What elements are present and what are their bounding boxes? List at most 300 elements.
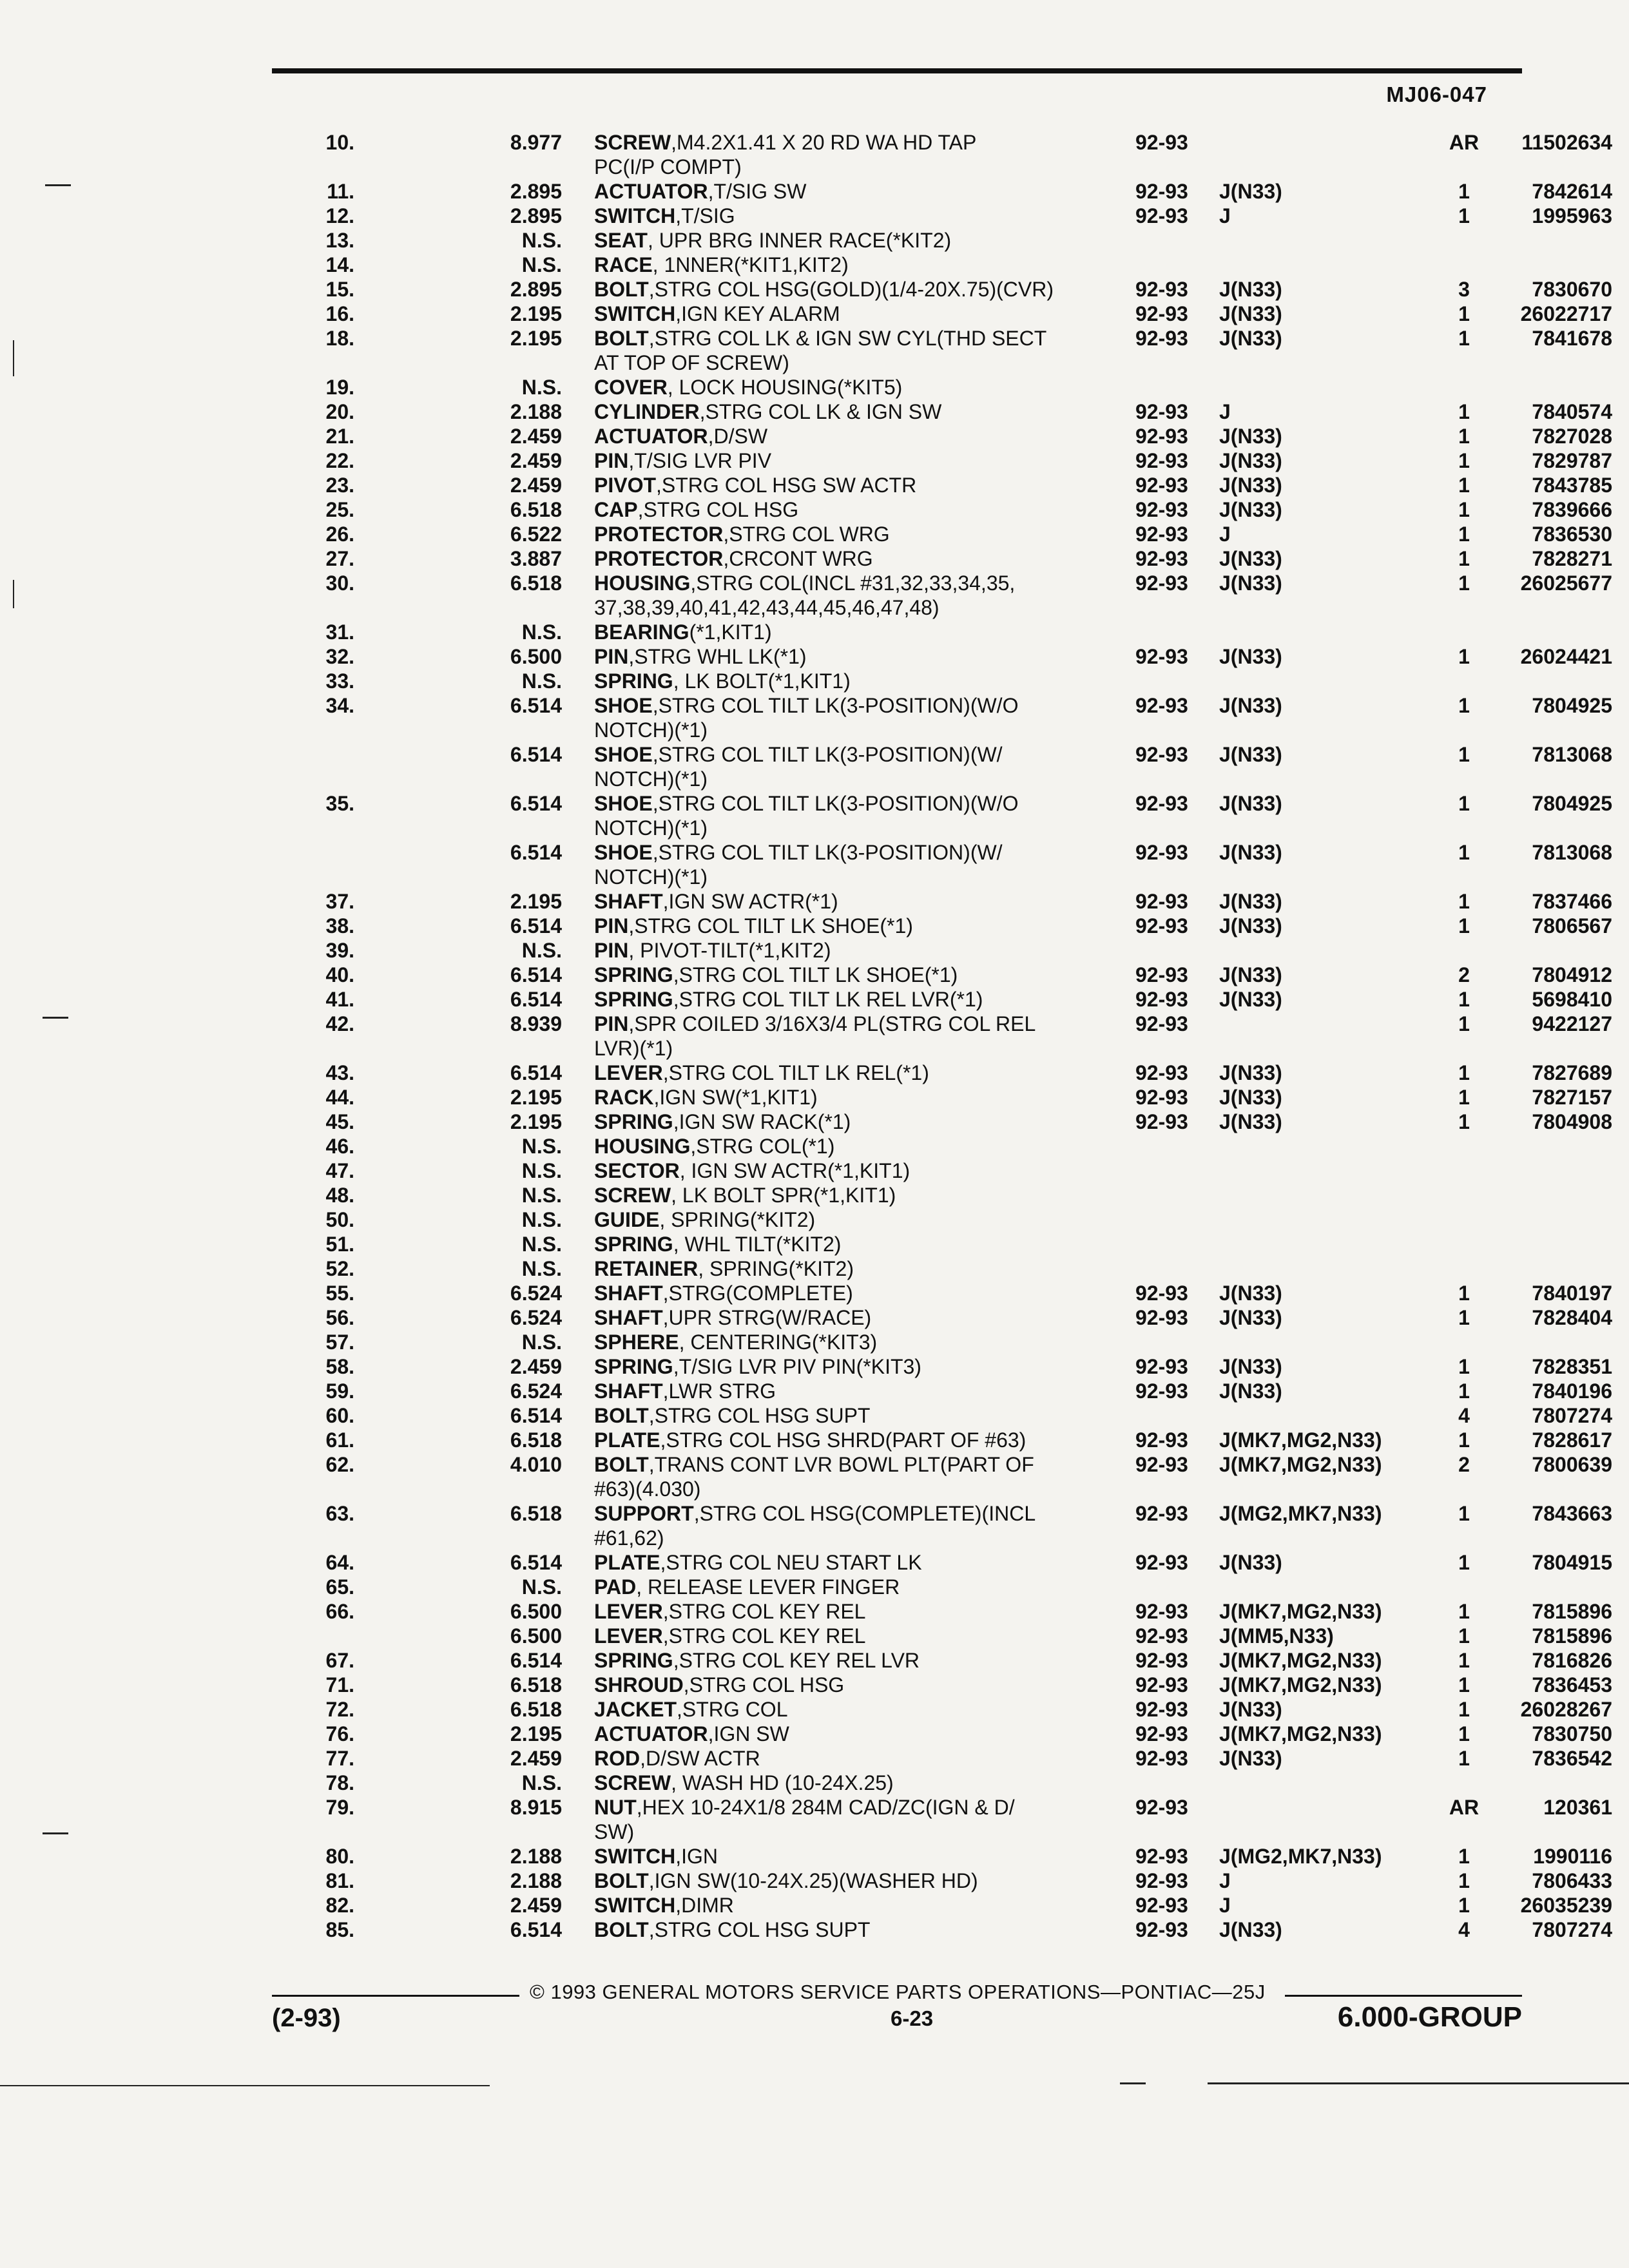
description [562,620,1135,644]
part-name: PLATE [594,1428,660,1452]
description [562,1256,1135,1281]
group-number: 6.518 [510,572,562,595]
option-code: J(N33) [1219,1086,1282,1109]
part-number: 26024421 [1520,645,1612,668]
table-row [303,816,1612,840]
table-row [303,1477,1612,1501]
part-detail: ,CRCONT WRG [723,547,873,570]
table-row [303,1085,1612,1110]
description [562,1036,1135,1061]
model-years: 92-93 [1135,1918,1188,1941]
option-code: J [1219,1869,1231,1892]
part-number: 7840196 [1532,1379,1612,1403]
description [562,865,1135,889]
table-row [303,448,1612,473]
part-detail: ,IGN SW ACTR(*1) [662,890,838,913]
quantity [1445,669,1483,693]
part-number: 7804925 [1532,694,1612,717]
model-years: 92-93 [1135,1355,1188,1378]
group-number: N.S. [521,253,562,276]
part-detail: ,STRG COL TILT LK SHOE(*1) [673,963,958,986]
group-number: N.S. [521,1184,562,1207]
quantity: 1 [1458,302,1470,325]
table-row [303,1746,1612,1771]
group-number: 6.514 [510,792,562,815]
option-code: J(MK7,MG2,N33) [1219,1428,1382,1452]
description [562,1354,1135,1379]
part-number: 7816826 [1532,1649,1612,1672]
part-detail: ,STRG COL TILT LK REL LVR(*1) [673,988,983,1011]
description [562,1428,1135,1452]
option-code [1219,938,1445,963]
quantity [1445,1207,1483,1232]
part-name: SHOE [594,694,653,717]
option-code: J(MM5,N33) [1219,1624,1334,1648]
description [562,1330,1135,1354]
group-number: 6.514 [510,694,562,717]
quantity: 1 [1458,425,1470,448]
table-row [303,546,1612,571]
option-code [1219,375,1445,399]
model-years [1135,865,1219,889]
part-name: ROD [594,1747,641,1770]
group-number: N.S. [521,620,562,644]
item-number: 19. [325,376,354,399]
group-number: 8.915 [510,1796,562,1819]
table-row [303,351,1612,375]
table-row [303,1550,1612,1575]
part-name: SCREW [594,1184,671,1207]
table-row [303,302,1612,326]
table-row [303,155,1612,179]
model-years: 92-93 [1135,841,1188,864]
description [562,130,1135,155]
quantity [1445,865,1483,889]
part-detail: #61,62) [594,1526,664,1550]
model-years: 92-93 [1135,327,1188,350]
part-number: 1990116 [1533,1845,1612,1868]
description [562,693,1135,718]
part-detail: , PIVOT-TILT(*1,KIT2) [628,939,831,962]
part-detail: ,STRG COL LK & IGN SW [699,400,942,423]
part-name: SWITCH [594,1845,676,1868]
item-number [303,767,354,791]
item-number: 81. [325,1869,354,1892]
part-number [1483,1575,1612,1599]
option-code: J(N33) [1219,841,1282,864]
part-name: SHAFT [594,1282,663,1305]
part-number: 7807274 [1532,1918,1612,1941]
group-number: 4.010 [510,1453,562,1476]
table-row [303,1012,1612,1036]
option-code: J(N33) [1219,1355,1282,1378]
description [562,326,1135,351]
item-number: 79. [325,1796,354,1819]
parts-table-body [303,130,1612,1942]
part-name: PIN [594,1012,629,1035]
group-number [354,1477,562,1501]
table-row [303,1697,1612,1722]
part-name: SCREW [594,131,671,154]
item-number: 60. [325,1404,354,1427]
description [562,1893,1135,1917]
group-number: 3.887 [510,547,562,570]
item-number: 27. [325,547,354,570]
part-detail: 37,38,39,40,41,42,43,44,45,46,47,48) [594,596,940,619]
item-number: 37. [325,890,354,913]
option-code [1219,1134,1445,1158]
group-number: N.S. [521,1575,562,1599]
model-years: 92-93 [1135,1306,1188,1329]
table-row [303,1256,1612,1281]
option-code [1219,1158,1445,1183]
quantity [1445,938,1483,963]
item-number [303,595,354,620]
part-number [1483,938,1612,963]
scan-mark [13,580,14,608]
item-number: 14. [325,253,354,276]
part-number: 7839666 [1532,498,1612,521]
item-number: 63. [325,1502,354,1525]
part-detail: ,IGN SW [708,1722,789,1745]
part-name: SCREW [594,1771,671,1794]
item-number: 26. [325,523,354,546]
option-code [1219,130,1445,155]
quantity: 1 [1458,1379,1470,1403]
part-detail: ,UPR STRG(W/RACE) [662,1306,872,1329]
quantity: 1 [1458,1894,1470,1917]
item-number: 16. [325,302,354,325]
part-name: SPHERE [594,1331,679,1354]
option-code: J(N33) [1219,449,1282,472]
part-number: 7806567 [1532,914,1612,937]
quantity: 1 [1458,841,1470,864]
option-code: J(N33) [1219,547,1282,570]
table-row [303,1893,1612,1917]
model-years: 92-93 [1135,449,1188,472]
model-years: 92-93 [1135,1600,1188,1623]
part-name: SWITCH [594,302,676,325]
part-name: BOLT [594,278,649,301]
part-number: 7837466 [1532,890,1612,913]
group-number: 6.518 [510,1428,562,1452]
part-number [1483,1477,1612,1501]
quantity: 1 [1458,1306,1470,1329]
part-name: BEARING [594,620,689,644]
option-code: J(N33) [1219,914,1282,937]
part-name: ACTUATOR [594,180,708,203]
option-code [1219,1771,1445,1795]
model-years [1135,1526,1219,1550]
option-code: J(MG2,MK7,N33) [1219,1502,1382,1525]
description [562,914,1135,938]
item-number: 20. [325,400,354,423]
part-name: ACTUATOR [594,1722,708,1745]
option-code: J(MK7,MG2,N33) [1219,1600,1382,1623]
model-years [1135,1477,1219,1501]
part-number: 7836453 [1532,1673,1612,1696]
model-years: 92-93 [1135,474,1188,497]
table-row [303,620,1612,644]
quantity: 1 [1458,890,1470,913]
description [562,1722,1135,1746]
description [562,1648,1135,1673]
part-number [1483,375,1612,399]
description [562,742,1135,767]
group-number [354,1036,562,1061]
part-name: PIN [594,645,629,668]
model-years: 92-93 [1135,963,1188,986]
group-number [354,816,562,840]
table-row [303,277,1612,302]
part-number [1483,1207,1612,1232]
date-code: (2-93) [272,2004,341,2032]
description [562,1061,1135,1085]
description [562,546,1135,571]
model-years: 92-93 [1135,1649,1188,1672]
option-code [1219,253,1445,277]
description [562,1305,1135,1330]
option-code: J(N33) [1219,327,1282,350]
model-years [1135,1232,1219,1256]
item-number: 25. [325,498,354,521]
group-number: 6.514 [510,1649,562,1672]
option-code: J(N33) [1219,792,1282,815]
part-name: SHAFT [594,890,663,913]
part-detail: , WHL TILT(*KIT2) [673,1233,842,1256]
quantity [1445,1477,1483,1501]
description [562,179,1135,204]
part-name: PAD [594,1575,637,1599]
part-name: SPRING [594,1233,673,1256]
option-code: J(N33) [1219,1379,1282,1403]
model-years: 92-93 [1135,914,1188,937]
quantity: 1 [1458,1502,1470,1525]
item-number: 31. [325,620,354,644]
quantity: 4 [1458,1404,1470,1427]
table-row [303,1134,1612,1158]
group-number: 2.459 [510,474,562,497]
description [562,253,1135,277]
quantity: 1 [1458,400,1470,423]
part-name: HOUSING [594,572,691,595]
part-detail: ,DIMR [675,1894,734,1917]
quantity [1445,155,1483,179]
quantity: 1 [1458,743,1470,766]
item-number: 13. [325,229,354,252]
part-name: SPRING [594,669,673,693]
option-code [1219,351,1445,375]
table-row [303,693,1612,718]
item-number: 64. [325,1551,354,1574]
description [562,1526,1135,1550]
model-years: 92-93 [1135,645,1188,668]
part-detail: , CENTERING(*KIT3) [679,1331,878,1354]
option-code [1219,1477,1445,1501]
part-number [1483,669,1612,693]
quantity: 1 [1458,914,1470,937]
option-code: J(N33) [1219,425,1282,448]
table-row [303,1379,1612,1403]
table-row [303,1501,1612,1526]
part-name: LEVER [594,1600,663,1623]
item-number: 12. [325,204,354,227]
part-name: SHOE [594,792,653,815]
part-name: SHAFT [594,1306,663,1329]
model-years: 92-93 [1135,1747,1188,1770]
part-name: SHOE [594,743,653,766]
part-detail: ,IGN KEY ALARM [675,302,840,325]
item-number: 77. [325,1747,354,1770]
description [562,302,1135,326]
option-code: J [1219,1894,1231,1917]
part-name: PROTECTOR [594,547,724,570]
quantity: 1 [1458,327,1470,350]
part-number [1483,816,1612,840]
group-number: 2.188 [510,400,562,423]
model-years: 92-93 [1135,1845,1188,1868]
description [562,718,1135,742]
model-years: 92-93 [1135,1869,1188,1892]
table-row [303,1207,1612,1232]
part-number: 7828351 [1532,1355,1612,1378]
table-row [303,1771,1612,1795]
option-code: J(N33) [1219,1698,1282,1721]
part-number: 7800639 [1532,1453,1612,1476]
group-number: 2.459 [510,1747,562,1770]
part-number: 26035239 [1520,1894,1612,1917]
table-row [303,865,1612,889]
model-years [1135,1403,1219,1428]
description [562,1771,1135,1795]
table-row [303,644,1612,669]
table-row [303,1330,1612,1354]
part-detail: , SPRING(*KIT2) [659,1208,816,1231]
item-number: 21. [325,425,354,448]
item-number: 80. [325,1845,354,1868]
footer-rule-right [1285,1995,1522,1997]
part-detail: , IGN SW ACTR(*1,KIT1) [679,1159,911,1182]
description [562,595,1135,620]
model-years [1135,1134,1219,1158]
option-code: J(MG2,MK7,N33) [1219,1845,1382,1868]
description [562,669,1135,693]
item-number: 43. [325,1061,354,1084]
group-number: N.S. [521,1331,562,1354]
quantity [1445,1820,1483,1844]
part-number: 7806433 [1532,1869,1612,1892]
description [562,1820,1135,1844]
model-years: 92-93 [1135,1502,1188,1525]
option-code [1219,155,1445,179]
table-row [303,1795,1612,1820]
model-years [1135,938,1219,963]
part-detail: ,SPR COILED 3/16X3/4 PL(STRG COL REL [628,1012,1036,1035]
part-number [1483,155,1612,179]
part-name: PIVOT [594,474,657,497]
item-number: 55. [325,1282,354,1305]
option-code [1219,620,1445,644]
option-code: J(MK7,MG2,N33) [1219,1673,1382,1696]
description [562,277,1135,302]
part-name: SWITCH [594,204,676,227]
part-detail: ,STRG COL KEY REL [662,1624,866,1648]
part-name: COVER [594,376,668,399]
table-row [303,253,1612,277]
option-code [1219,1795,1445,1820]
model-years: 92-93 [1135,400,1188,423]
quantity: 1 [1458,1355,1470,1378]
table-row [303,1599,1612,1624]
description [562,228,1135,253]
group-number: 2.895 [510,278,562,301]
part-detail: ,STRG COL TILT LK(3-POSITION)(W/O [652,694,1019,717]
group-number: N.S. [521,229,562,252]
item-number: 71. [325,1673,354,1696]
part-detail: ,HEX 10-24X1/8 284M CAD/ZC(IGN & D/ [636,1796,1015,1819]
item-number: 82. [325,1894,354,1917]
item-number: 44. [325,1086,354,1109]
group-number: 2.895 [510,180,562,203]
quantity: 1 [1458,572,1470,595]
part-number: 7828271 [1532,547,1612,570]
group-number: N.S. [521,1159,562,1182]
part-number: 7804908 [1532,1110,1612,1133]
model-years [1135,1575,1219,1599]
model-years: 92-93 [1135,1673,1188,1696]
table-row [303,130,1612,155]
description [562,1746,1135,1771]
part-detail: ,STRG COL HSG [683,1673,845,1696]
quantity [1445,620,1483,644]
description [562,1085,1135,1110]
item-number: 10. [325,131,354,154]
group-number [354,718,562,742]
scan-mark [43,1017,68,1019]
item-number: 11. [327,180,354,203]
table-row [303,963,1612,987]
part-number: 7830750 [1532,1722,1612,1745]
part-detail: , UPR BRG INNER RACE(*KIT2) [647,229,952,252]
part-detail: ,STRG COL(*1) [690,1135,835,1158]
option-code [1219,767,1445,791]
part-number [1483,620,1612,644]
part-name: HOUSING [594,1135,691,1158]
table-row [303,375,1612,399]
model-years [1135,1256,1219,1281]
item-number [303,1036,354,1061]
description [562,1403,1135,1428]
model-years: 92-93 [1135,792,1188,815]
part-name: PROTECTOR [594,523,724,546]
part-number: 7804925 [1532,792,1612,815]
part-detail: ,STRG COL KEY REL [662,1600,866,1623]
part-detail: ,STRG COL TILT LK REL(*1) [662,1061,929,1084]
option-code [1219,1012,1445,1036]
model-years: 92-93 [1135,1722,1188,1745]
part-detail: ,STRG COL HSG SUPT [648,1404,871,1427]
table-row [303,1648,1612,1673]
part-number: 7815896 [1532,1600,1612,1623]
quantity: 1 [1458,1845,1470,1868]
item-number: 42. [325,1012,354,1035]
quantity [1445,1036,1483,1061]
description [562,1599,1135,1624]
model-years [1135,228,1219,253]
item-number: 22. [325,449,354,472]
part-detail: ,STRG COL LK & IGN SW CYL(THD SECT [648,327,1047,350]
quantity [1445,253,1483,277]
